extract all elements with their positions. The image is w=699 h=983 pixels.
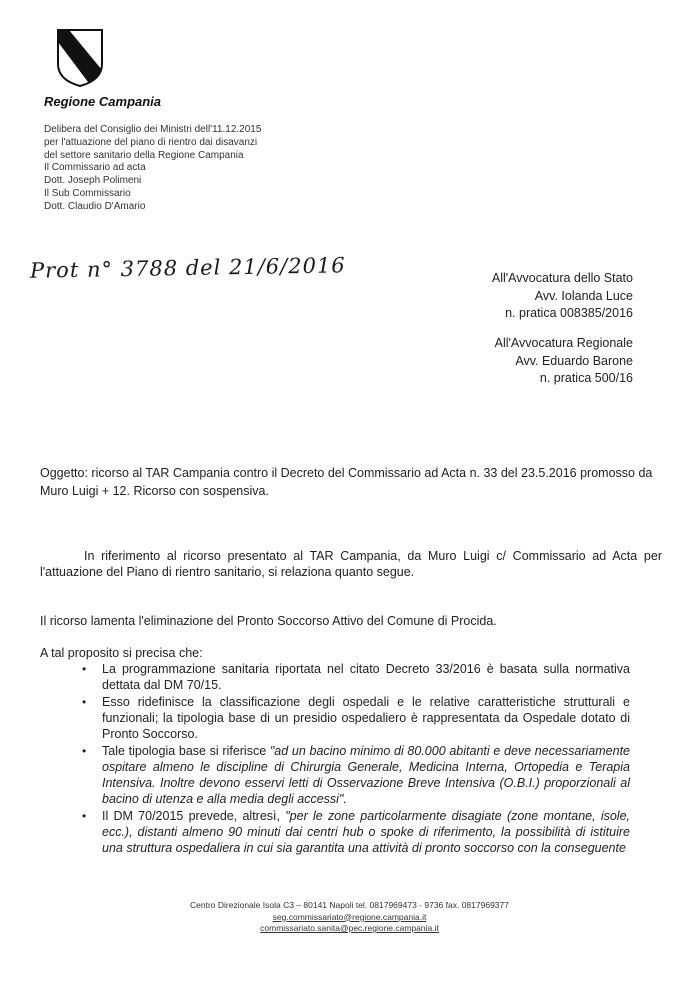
list-item-text: Tale tipologia base si riferisce bbox=[102, 744, 270, 758]
letterhead-line: Delibera del Consiglio dei Ministri dell'11.12.2015 bbox=[44, 124, 262, 135]
addressee-avvocatura-regionale bbox=[495, 335, 633, 388]
addressee-lawyer: Avv. Iolanda Luce bbox=[534, 288, 633, 303]
list-item bbox=[102, 694, 630, 742]
addressee-avvocatura-stato bbox=[492, 270, 633, 323]
body-paragraph-complaint: Il ricorso lamenta l'eliminazione del Pronto Soccorso Attivo del Comune di Procida. bbox=[40, 614, 497, 628]
addressee-office: All'Avvocatura dello Stato bbox=[491, 271, 633, 285]
list-item-text: Esso ridefinisce la classificazione degli ospedali e le relative caratteristiche strutturali e funzionali; la tipologia base di un presidio ospedaliero è rappresentata da Ospedale dotato di Pronto Soccorso. bbox=[102, 695, 630, 741]
footer-pec-email-link[interactable]: commissariato.sanita@pec.regione.campania.it bbox=[260, 923, 439, 933]
list-item-text: La programmazione sanitaria riportata nel citato Decreto 33/2016 è basata sulla normativa dettata dal DM 70/15. bbox=[102, 662, 630, 692]
addressee-file-number: n. pratica 500/16 bbox=[539, 371, 633, 385]
letterhead-line: del settore sanitario della Regione Campania bbox=[44, 149, 244, 161]
letterhead-line: Il Sub Commissario bbox=[44, 187, 131, 199]
region-name: Regione Campania bbox=[44, 94, 162, 109]
letterhead-line: per l'attuazione del piano di rientro dai disavanzi bbox=[44, 136, 258, 148]
list-item bbox=[102, 661, 630, 693]
letterhead-block bbox=[44, 124, 261, 214]
handwritten-protocol-number: Prot n° 3788 del 21/6/2016 bbox=[29, 253, 346, 283]
list-item bbox=[102, 808, 630, 856]
letterhead-line: Il Commissario ad acta bbox=[44, 162, 146, 174]
addressee-lawyer: Avv. Eduardo Barone bbox=[515, 353, 633, 368]
addressee-file-number: n. pratica 008385/2016 bbox=[505, 306, 633, 320]
body-paragraph-reference: In riferimento al ricorso presentato al TAR Campania, da Muro Luigi c/ Commissario ad Acta per l'attuazione del Piano di rientro sanitario, si relaziona quanto segue. bbox=[40, 549, 662, 579]
letterhead-line: Dott. Claudio D'Amario bbox=[44, 200, 146, 212]
footer-email-link[interactable]: seg.commissariato@regione.campania.it bbox=[272, 911, 427, 922]
list-item-quote: "ad un bacino minimo di 80.000 abitanti e deve necessariamente ospitare almeno le discipline di Chirurgia Generale, Medicina Interna, Ortopedia e Terapia Intensiva. Inoltre devono esservi letti di Osservazione Breve Intensiva (O.B.I.) proporzionali al bacino di utenza e alla media degli accessi". bbox=[102, 744, 630, 806]
list-item bbox=[102, 743, 630, 807]
addressee-office: All'Avvocatura Regionale bbox=[494, 336, 633, 350]
bullet-list bbox=[102, 661, 630, 857]
regione-campania-coat-of-arms-icon bbox=[55, 28, 105, 88]
subject-line: Oggetto: ricorso al TAR Campania contro il Decreto del Commissario ad Acta n. 33 del 23.5.2016 promosso da Muro Luigi + 12. Ricorso con sospensiva. bbox=[40, 466, 653, 498]
footer-address: Centro Direzionale Isola C3 – 80141 Napoli tel. 0817969473 - 9736 fax. 0817969377 bbox=[190, 900, 509, 910]
list-item-quote: "per le zone particolarmente disagiate (zone montane, isole, ecc.), distanti almeno 90 minuti dai centri hub o spoke di riferimento, la possibilità di istituire una struttura ospedaliera in cui sia garantita una attività di pronto soccorso con la conseguente bbox=[102, 809, 630, 855]
page-footer bbox=[0, 900, 699, 935]
list-item-text: Il DM 70/2015 prevede, altresì, bbox=[102, 809, 286, 823]
letterhead-line: Dott. Joseph Polimeni bbox=[44, 175, 142, 187]
body-paragraph-intro-list: A tal proposito si precisa che: bbox=[40, 646, 203, 660]
